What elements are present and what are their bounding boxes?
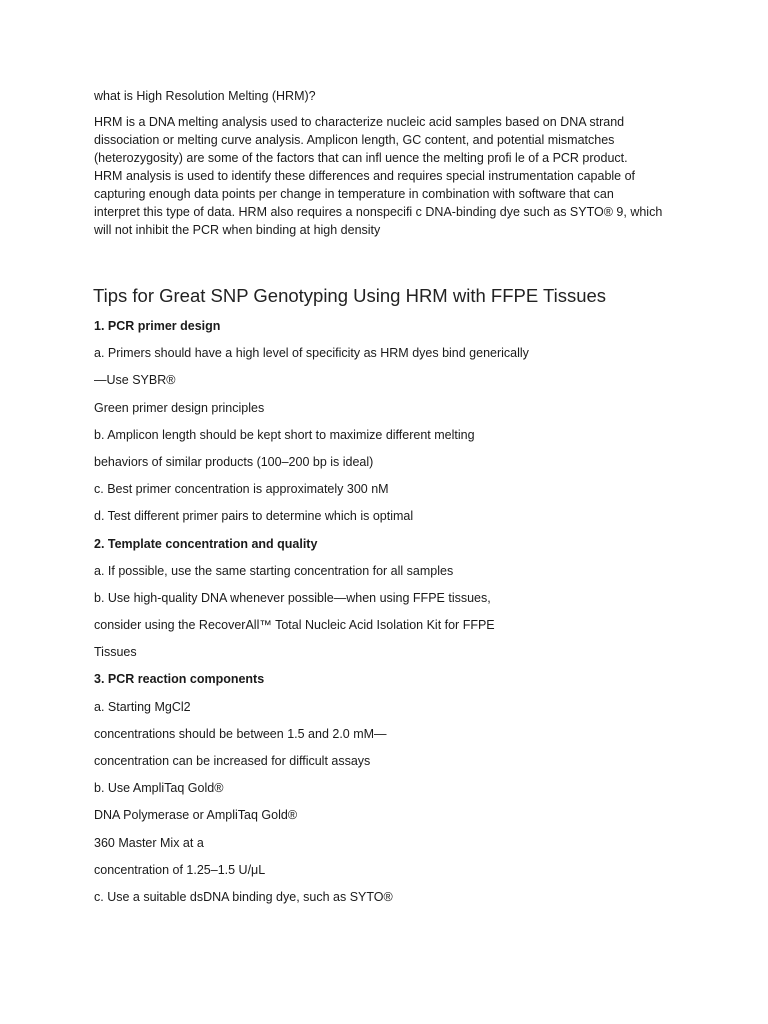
tip-line: —Use SYBR® [94, 373, 176, 388]
tip-line: c. Use a suitable dsDNA binding dye, such as SYTO® [94, 889, 393, 904]
tip-line: behaviors of similar products (100–200 bp is ideal) [94, 454, 374, 469]
intro-line: capturing enough data points per change in temperature in combination with software that can [94, 187, 614, 201]
tip-line: a. Starting MgCl2 [94, 699, 191, 714]
tip-line: a. If possible, use the same starting concentration for all samples [94, 563, 454, 578]
tip-section-title: 1. PCR primer design [94, 319, 221, 333]
tip-line: b. Use AmpliTaq Gold® [94, 781, 224, 796]
tip-section-title: 3. PCR reaction components [94, 672, 265, 687]
tip-line: concentration can be increased for difficult assays [94, 754, 371, 768]
tip-line: Tissues [94, 645, 137, 660]
tips-list [94, 318, 714, 916]
section-heading: Tips for Great SNP Genotyping Using HRM with FFPE Tissues [93, 285, 607, 306]
tip-line: c. Best primer concentration is approximately 300 nM [94, 482, 389, 497]
tip-line: concentration of 1.25–1.5 U/μL [94, 862, 266, 877]
question-line: what is High Resolution Melting (HRM)? [94, 89, 316, 103]
tip-line: consider using the RecoverAll™ Total Nucleic Acid Isolation Kit for FFPE [94, 618, 495, 633]
tip-line: Green primer design principles [94, 400, 265, 415]
tip-line: b. Use high-quality DNA whenever possible—when using FFPE tissues, [94, 590, 491, 605]
tip-line: a. Primers should have a high level of specificity as HRM dyes bind generically [94, 346, 529, 361]
intro-line: (heterozygosity) are some of the factors that can infl uence the melting profi le of a PCR product. [94, 151, 628, 165]
tip-line: b. Amplicon length should be kept short to maximize different melting [94, 427, 475, 442]
intro-paragraph [94, 113, 694, 239]
tip-line: concentrations should be between 1.5 and 2.0 mM— [94, 726, 387, 741]
intro-line: dissociation or melting curve analysis. Amplicon length, GC content, and potential mismatches [94, 133, 615, 147]
intro-line: interpret this type of data. HRM also requires a nonspecifi c DNA-binding dye such as SYTO® 9, which [94, 205, 663, 219]
intro-line: HRM analysis is used to identify these differences and requires special instrumentation capable of [94, 169, 636, 183]
tip-line: d. Test different primer pairs to determine which is optimal [94, 509, 414, 524]
intro-line: will not inhibit the PCR when binding at high density [94, 223, 381, 237]
tip-line: 360 Master Mix at a [94, 835, 204, 850]
tip-section-title: 2. Template concentration and quality [94, 536, 318, 551]
tip-line: DNA Polymerase or AmpliTaq Gold® [94, 808, 298, 823]
intro-line: HRM is a DNA melting analysis used to characterize nucleic acid samples based on DNA strand [94, 115, 625, 129]
